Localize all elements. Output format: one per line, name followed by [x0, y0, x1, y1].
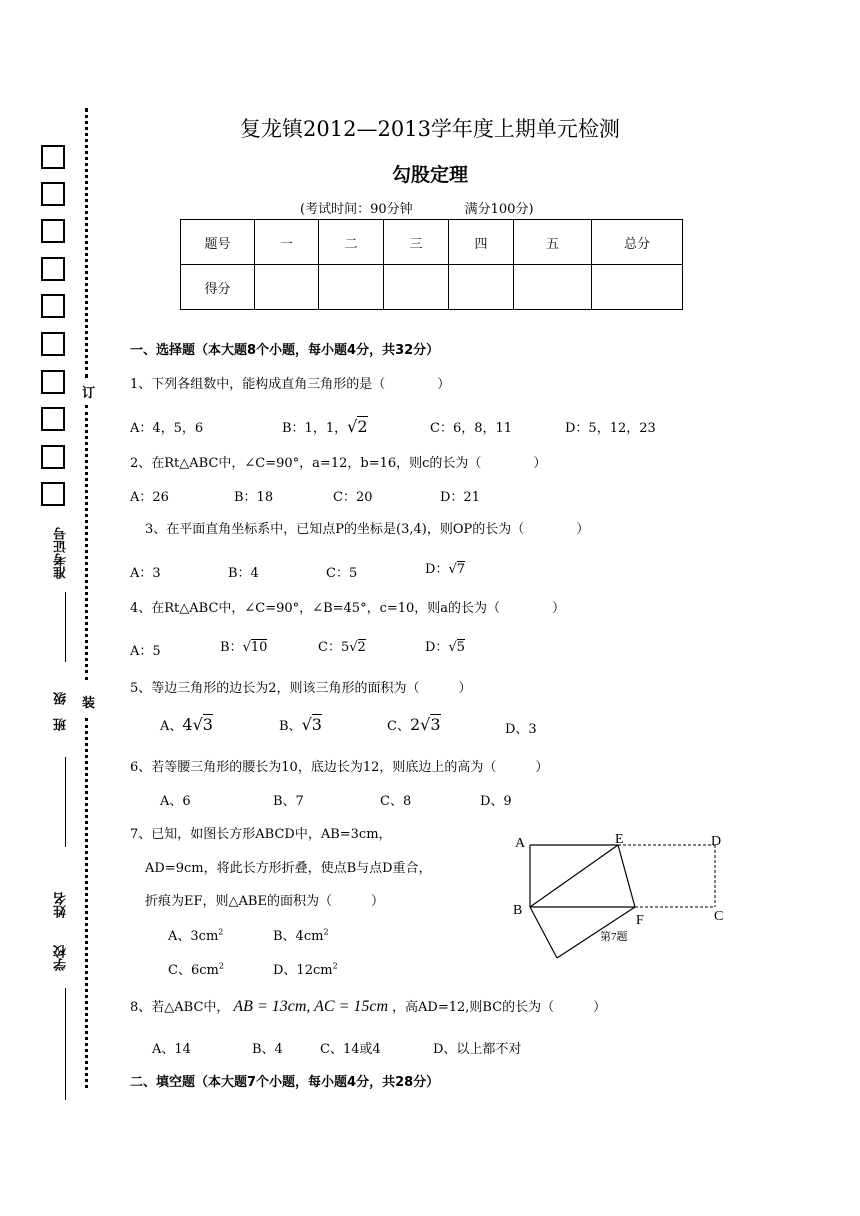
question-4-option-a: A：5	[130, 644, 161, 659]
sqrt-sign: √	[242, 640, 251, 655]
sqrt-sign: √	[301, 715, 312, 734]
question-8-option-d: D、以上都不对	[433, 1042, 522, 1057]
binding-dotted-line	[85, 405, 96, 680]
question-2-option-b: B：18	[234, 490, 274, 505]
class-label: 班 级	[54, 692, 69, 731]
point-e-label: E	[615, 832, 624, 847]
question-8-stem	[130, 996, 606, 1016]
question-3-option-b: B：4	[228, 566, 259, 581]
question-5-stem: 5、等边三角形的边长为2，则该三角形的面积为（ ）	[130, 681, 472, 696]
question-3-option-d	[425, 558, 465, 577]
question-1-option-c: C：6，8，11	[430, 421, 513, 436]
radicand: 3	[311, 715, 322, 734]
superscript: 2	[218, 927, 224, 937]
question-4-option-d	[425, 636, 465, 655]
sqrt-sign: √	[448, 640, 457, 655]
option-label: B、4cm	[273, 929, 324, 944]
exam-number-line	[65, 592, 66, 662]
question-7-line-3: 折痕为EF，则△ABE的面积为（ ）	[145, 894, 384, 909]
question-4-stem: 4、在Rt△ABC中，∠C=90°，∠B=45°，c=10，则a的长为（ ）	[130, 601, 566, 616]
question-6-option-a: A、6	[160, 794, 191, 809]
superscript: 2	[218, 961, 224, 971]
figure-caption: 第7题	[600, 931, 628, 943]
page-title: 复龙镇2012—2013学年度上期单元检测	[240, 117, 620, 141]
exam-time: (考试时间：90分钟	[300, 202, 413, 217]
score-cell[interactable]	[384, 265, 449, 310]
score-cell[interactable]	[592, 265, 683, 310]
stem-text: 8、若△ABC中，	[130, 1000, 230, 1015]
option-label: B：1，1，	[282, 421, 348, 436]
question-6-option-b: B、7	[273, 794, 304, 809]
question-2-option-c: C：20	[333, 490, 373, 505]
radicand: 3	[430, 715, 441, 734]
question-5-option-b	[279, 715, 322, 734]
question-2-stem: 2、在Rt△ABC中，∠C=90°，a=12，b=16，则c的长为（ ）	[130, 456, 547, 471]
question-7-option-d	[273, 959, 338, 978]
option-label: C：	[318, 640, 341, 655]
score-header-cell: 题号	[181, 220, 255, 265]
segment-ef	[618, 845, 635, 907]
question-2-option-d: D：21	[440, 490, 480, 505]
radicand: 5	[456, 640, 466, 655]
question-1-stem: 1、下列各组数中，能构成直角三角形的是（ ）	[130, 377, 451, 392]
stem-text: ，高AD=12,则BC的长为（ ）	[392, 1000, 607, 1015]
school-line	[65, 988, 66, 1100]
question-6-stem: 6、若等腰三角形的腰长为10，底边长为12，则底边上的高为（ ）	[130, 760, 549, 775]
question-1-option-a: A：4，5，6	[130, 421, 204, 436]
question-7-line-1: 7、已知，如图长方形ABCD中，AB=3cm，	[130, 827, 392, 842]
score-header-cell: 五	[514, 220, 592, 265]
superscript: 2	[332, 961, 338, 971]
radicand: 3	[202, 715, 213, 734]
question-5-option-a	[160, 715, 213, 734]
score-header-cell: 三	[384, 220, 449, 265]
sqrt-sign: √	[347, 417, 358, 436]
question-2-option-a: A：26	[130, 490, 169, 505]
math-expression: AB = 13cm, AC = 15cm	[233, 998, 389, 1015]
exam-number-box[interactable]	[41, 370, 65, 394]
exam-number-box[interactable]	[41, 257, 65, 281]
option-label: D、12cm	[273, 963, 333, 978]
exam-number-box[interactable]	[41, 407, 65, 431]
option-label: B、	[279, 719, 302, 734]
option-label: C、	[387, 719, 410, 734]
segment-folded-1	[530, 907, 557, 958]
option-label: D：	[425, 640, 449, 655]
option-label: A、	[160, 719, 183, 734]
score-header-cell: 总分	[592, 220, 683, 265]
exam-full-score: 满分100分)	[464, 202, 534, 217]
exam-number-box[interactable]	[41, 482, 65, 506]
radicand: 2	[357, 640, 366, 655]
question-7-option-c	[168, 959, 224, 978]
sqrt-sign: √	[349, 640, 358, 655]
radicand: 10	[250, 640, 268, 655]
score-table	[180, 219, 683, 310]
sqrt-sign: √	[192, 715, 203, 734]
section-heading-fill: 二、填空题（本大题7个小题，每小题4分，共28分）	[130, 1075, 440, 1090]
question-5-option-c	[387, 715, 441, 734]
point-d-label: D	[711, 834, 722, 849]
score-table-header-row	[181, 220, 683, 265]
exam-number-box[interactable]	[41, 219, 65, 243]
segment-be	[530, 845, 618, 907]
page-subtitle: 勾股定理	[391, 164, 468, 186]
question-1-option-d: D：5，12，23	[565, 421, 656, 436]
question-4-option-c	[318, 636, 366, 655]
binding-word-zhuang: 装	[82, 696, 96, 711]
binding-dotted-line	[85, 108, 96, 378]
question-3-option-c: C：5	[326, 566, 358, 581]
option-label: A、3cm	[168, 929, 219, 944]
sqrt-sign: √	[448, 562, 457, 577]
option-label: C、6cm	[168, 963, 219, 978]
sqrt-sign: √	[420, 715, 431, 734]
section-heading-choice: 一、选择题（本大题8个小题，每小题4分，共32分）	[130, 343, 440, 358]
school-label: 学校	[54, 945, 69, 971]
score-cell[interactable]	[449, 265, 514, 310]
question-3-option-a: A：3	[130, 566, 161, 581]
score-header-cell: 四	[449, 220, 514, 265]
radicand: 2	[357, 417, 368, 436]
exam-info	[300, 198, 586, 217]
score-header-cell: 二	[319, 220, 384, 265]
point-f-label: F	[636, 913, 644, 928]
class-line	[65, 757, 66, 847]
exam-number-box[interactable]	[41, 445, 65, 469]
question-6-option-d: D、9	[480, 794, 512, 809]
question-7-figure	[505, 825, 745, 970]
option-label: B：	[220, 640, 243, 655]
question-8-option-c: C、14或4	[320, 1042, 381, 1057]
coefficient: 5	[340, 640, 350, 655]
score-cell[interactable]	[319, 265, 384, 310]
point-a-label: A	[515, 836, 526, 851]
point-b-label: B	[513, 903, 523, 918]
option-label: D：	[425, 562, 449, 577]
question-5-option-d: D、3	[505, 722, 537, 737]
binding-word-ding: 订	[82, 386, 96, 401]
exam-number-box[interactable]	[41, 294, 65, 318]
binding-dotted-line	[85, 718, 96, 1088]
superscript: 2	[323, 927, 329, 937]
point-c-label: C	[714, 909, 724, 924]
coefficient: 4	[182, 715, 193, 734]
question-4-option-b	[220, 636, 267, 655]
exam-number-label: 准考证号	[54, 527, 69, 579]
question-8-option-a: A、14	[152, 1042, 191, 1057]
question-7-line-2: AD=9cm，将此长方形折叠，使点B与点D重合，	[145, 861, 432, 876]
score-row-label: 得分	[181, 265, 255, 310]
name-label: 姓名	[54, 892, 69, 918]
question-8-option-b: B、4	[252, 1042, 283, 1057]
score-header-cell: 一	[255, 220, 319, 265]
question-1-option-b	[282, 417, 368, 436]
question-6-option-c: C、8	[380, 794, 412, 809]
radicand: 7	[456, 562, 466, 577]
score-cell[interactable]	[255, 265, 319, 310]
exam-number-box[interactable]	[41, 332, 65, 356]
score-cell[interactable]	[514, 265, 592, 310]
question-7-option-a	[168, 925, 223, 944]
score-table-score-row	[181, 265, 683, 310]
question-3-stem: 3、在平面直角坐标系中，已知点P的坐标是(3,4)，则OP的长为（ ）	[145, 522, 590, 537]
coefficient: 2	[409, 715, 421, 734]
question-7-option-b	[273, 925, 329, 944]
